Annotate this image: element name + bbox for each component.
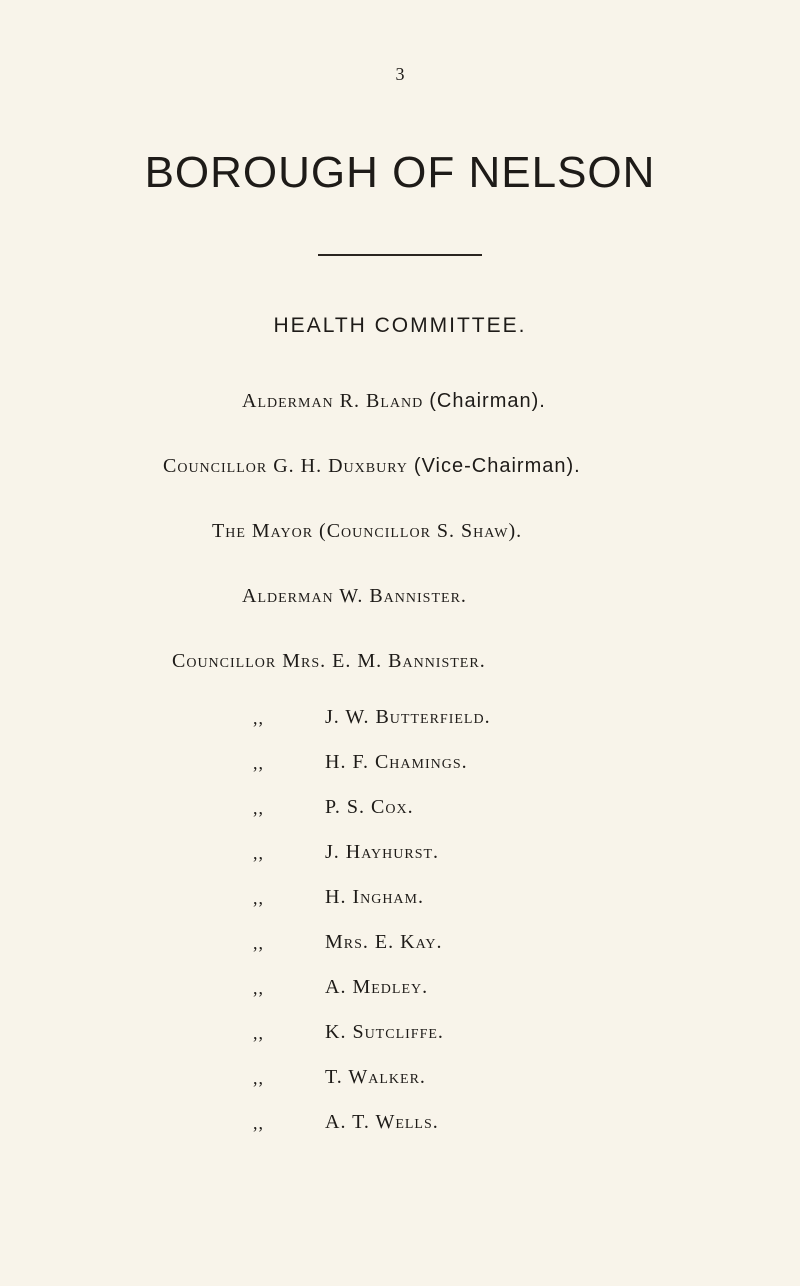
councillor-name: H. F. Chamings.	[325, 751, 468, 773]
member-role: (Chairman).	[429, 390, 546, 412]
councillor-name: J. Hayhurst.	[325, 841, 440, 863]
divider-rule	[318, 254, 482, 256]
ditto-mark: ,,	[253, 843, 264, 863]
member-alderman	[242, 585, 467, 608]
member-name: Alderman W. Bannister.	[242, 585, 467, 607]
member-name: Alderman R. Bland	[242, 390, 424, 412]
committee-heading: HEALTH COMMITTEE.	[273, 314, 527, 337]
councillor-name: Mrs. E. Kay.	[325, 931, 443, 953]
ditto-mark: ,,	[253, 1068, 264, 1088]
page-title: BOROUGH OF NELSON	[144, 148, 656, 197]
ditto-mark: ,,	[253, 978, 264, 998]
ditto-mark: ,,	[253, 888, 264, 908]
member-name: The Mayor (Councillor S. Shaw).	[212, 520, 523, 542]
ditto-mark: ,,	[253, 1113, 264, 1133]
ditto-mark: ,,	[253, 933, 264, 953]
member-chairman	[242, 390, 546, 413]
councillor-name: H. Ingham.	[325, 886, 424, 908]
councillor-name: J. W. Butterfield.	[325, 706, 491, 728]
member-name: Councillor G. H. Duxbury	[163, 455, 408, 477]
ditto-mark: ,,	[253, 1023, 264, 1043]
councillor-name: P. S. Cox.	[325, 796, 414, 818]
page-number: 3	[395, 64, 405, 84]
member-mayor	[212, 520, 522, 543]
councillor-name: A. T. Wells.	[325, 1111, 439, 1133]
member-role: (Vice-Chairman).	[413, 455, 581, 477]
ditto-mark: ,,	[253, 753, 264, 773]
councillor-name: A. Medley.	[325, 976, 429, 998]
ditto-mark: ,,	[253, 708, 264, 728]
member-vice-chairman	[163, 455, 581, 478]
councillor-name: T. Walker.	[325, 1066, 426, 1088]
councillor-name: K. Sutcliffe.	[325, 1021, 444, 1043]
ditto-mark: ,,	[253, 798, 264, 818]
member-councillor	[172, 650, 486, 673]
member-name: Councillor Mrs. E. M. Bannister.	[172, 650, 486, 672]
